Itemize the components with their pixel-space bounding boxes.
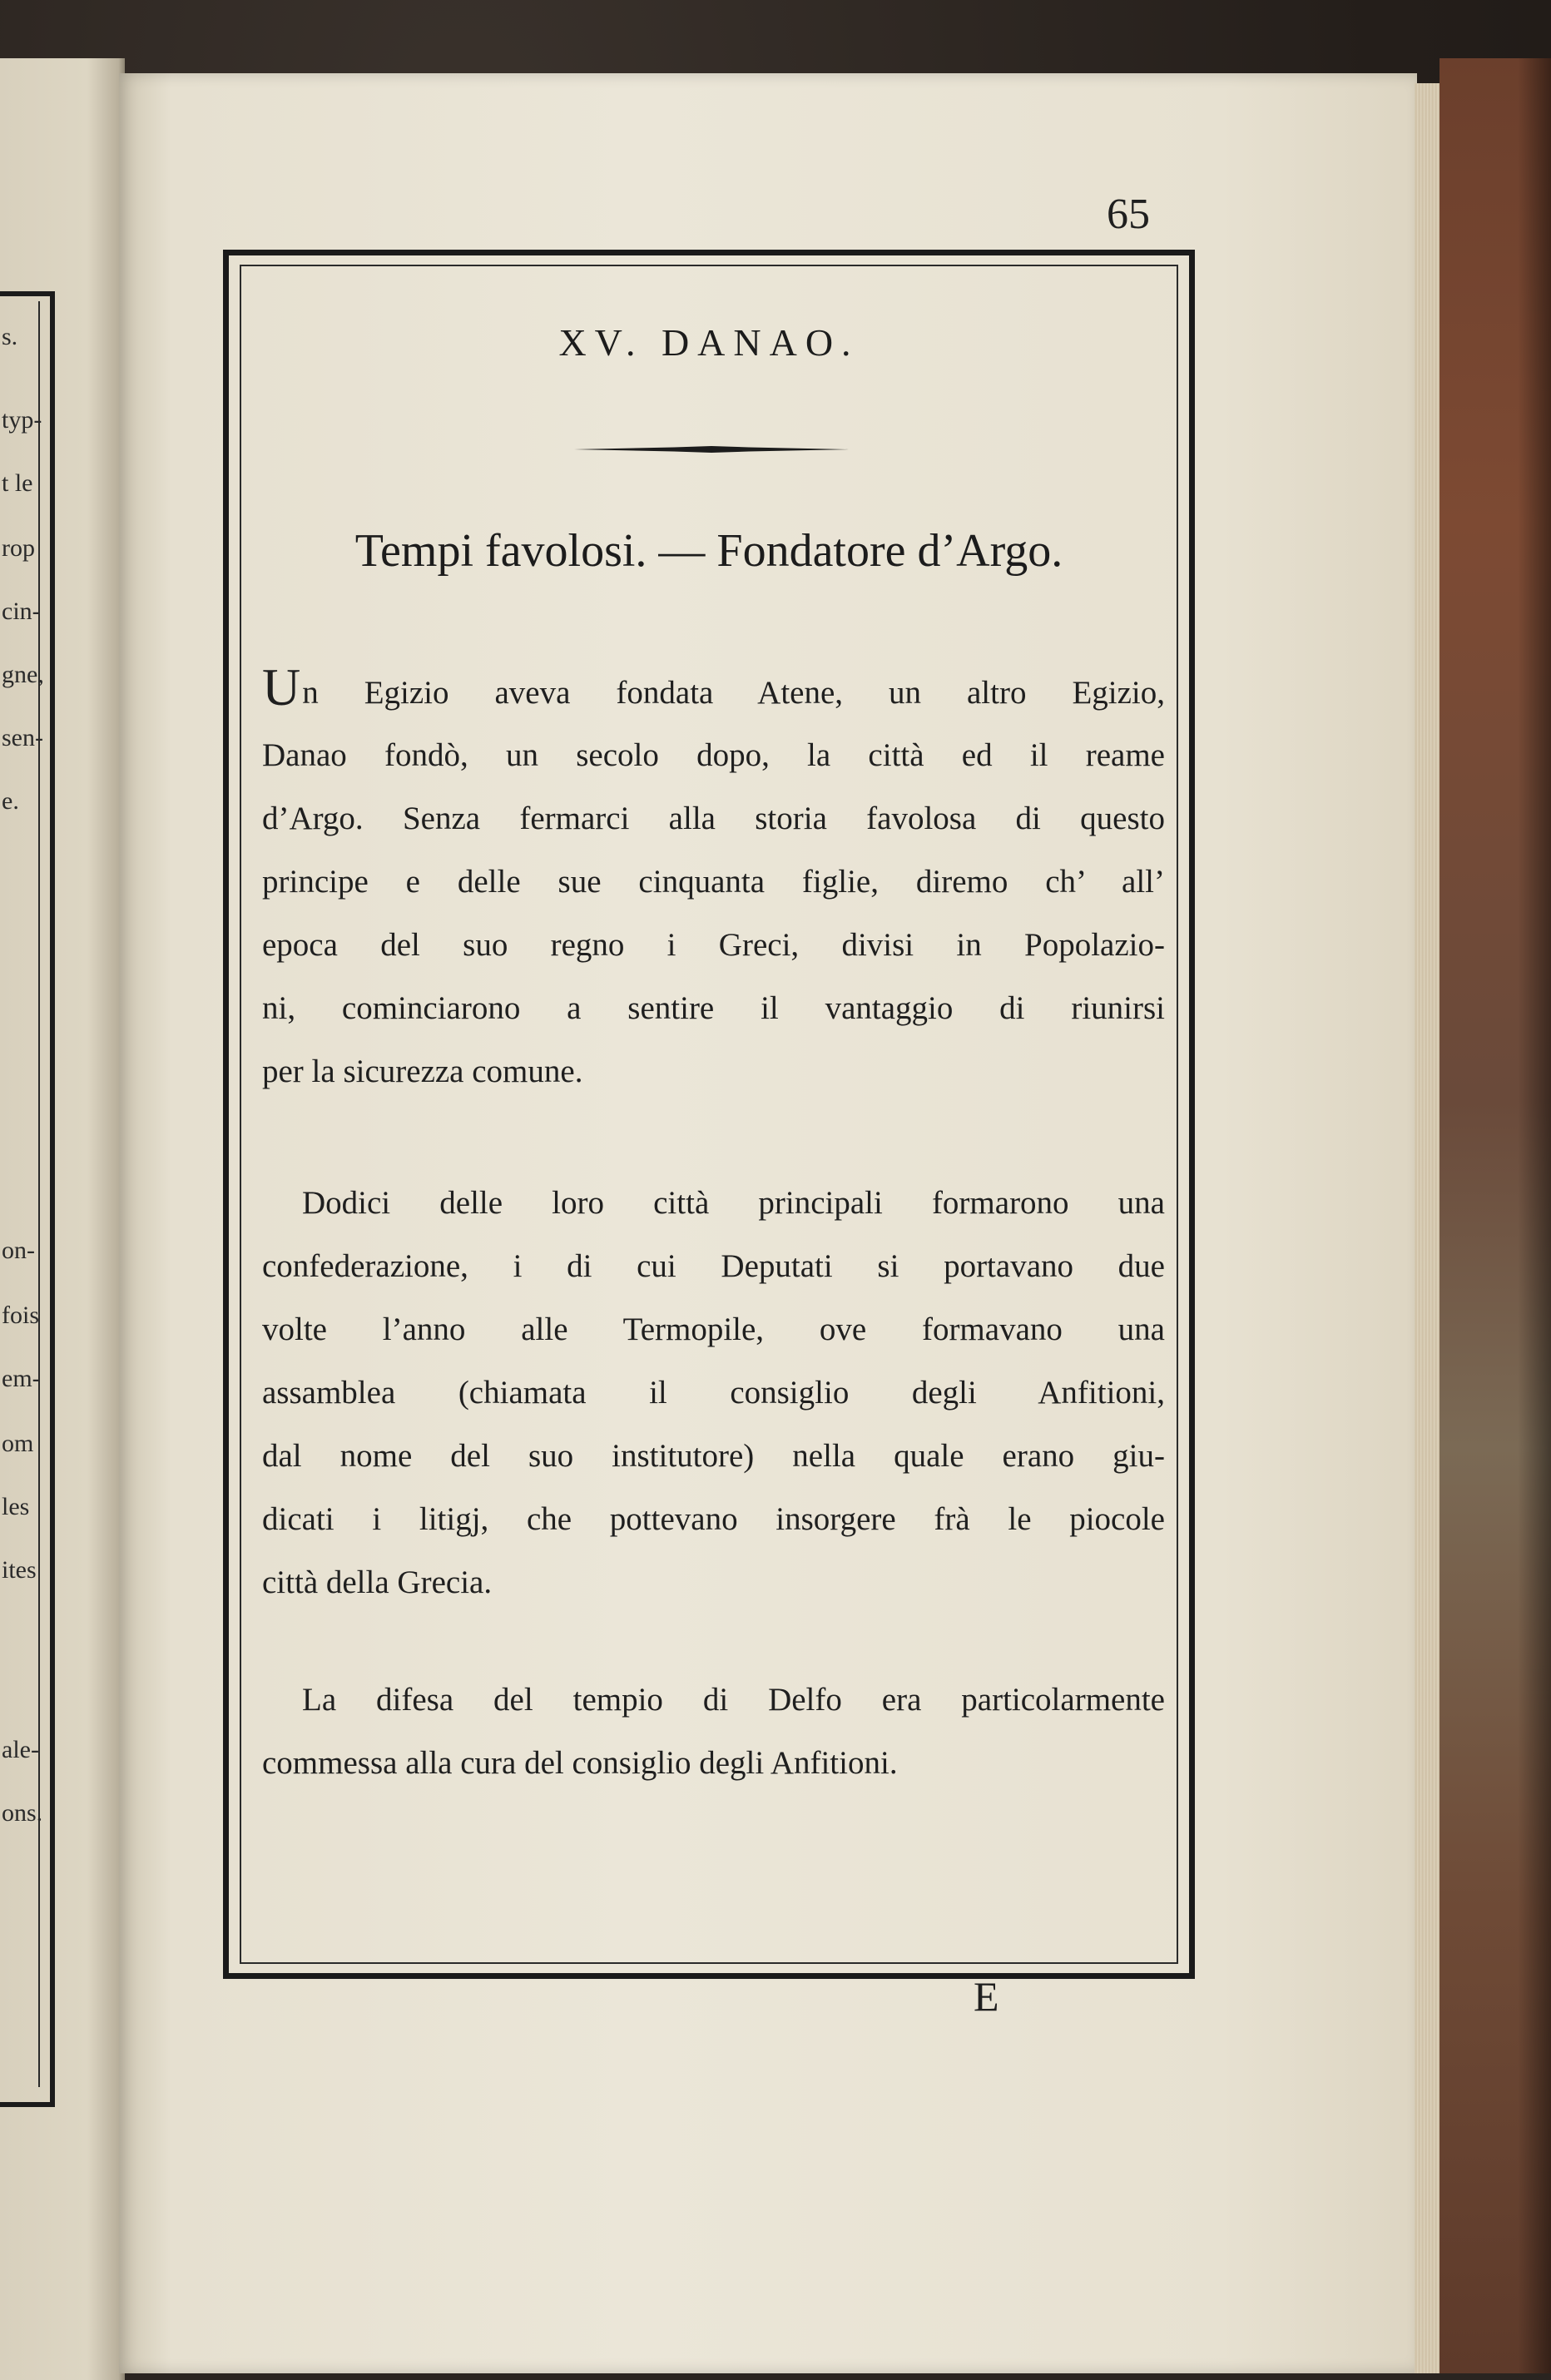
left-page-fragment: em- <box>2 1365 41 1392</box>
left-page-fragment: om <box>2 1430 34 1457</box>
left-page-fragment: fois <box>2 1302 39 1329</box>
signature-mark: E <box>974 1973 999 2020</box>
paragraph-1 <box>262 657 1165 1103</box>
chapter-title: XV. DANAO. <box>558 321 860 364</box>
left-page-fragment: cin- <box>2 597 41 625</box>
left-page-fragment: gne, <box>2 661 44 688</box>
left-page-fragment: s. <box>2 323 18 350</box>
left-page-fragment: t le <box>2 469 33 497</box>
text-line: città della Grecia. <box>262 1564 493 1600</box>
text-line: volte l’anno alle Termopile, ove formavano una <box>262 1311 1165 1347</box>
section-subtitle: Tempi favolosi. — Fondatore d’Argo. <box>354 525 1063 577</box>
page-number: 65 <box>1107 191 1150 238</box>
text-line: dal nome del suo institutore) nella quale erano giu- <box>262 1438 1165 1474</box>
text-line: confederazione, i di cui Deputati si portavano due <box>262 1248 1165 1284</box>
left-page-fragment: on- <box>2 1237 35 1264</box>
left-page-fragment: sen- <box>2 724 43 751</box>
text-line: commessa alla cura del consiglio degli Anfitioni. <box>262 1745 898 1781</box>
drop-cap: U <box>262 657 301 716</box>
text-line: per la sicurezza comune. <box>262 1054 583 1089</box>
text-line: epoca del suo regno i Greci, divisi in Popolazio- <box>262 927 1165 963</box>
left-page-fragment: ites <box>2 1556 37 1584</box>
left-page-fragment: rop <box>2 534 35 562</box>
text-line: La difesa del tempio di Delfo era particolarmente <box>302 1682 1165 1718</box>
text-line: d’Argo. Senza fermarci alla storia favolosa di questo <box>262 801 1165 836</box>
left-page-fragment: ale- <box>2 1736 39 1763</box>
left-page-fragment: les <box>2 1493 30 1520</box>
paragraph-2 <box>262 1172 1165 1614</box>
text-line: ni, cominciarono a sentire il vantaggio di riunirsi <box>262 990 1165 1026</box>
left-page-fragment: e. <box>2 787 19 815</box>
text-line: Danao fondò, un secolo dopo, la città ed il reame <box>262 737 1165 773</box>
text-line: principe e delle sue cinquanta figlie, diremo ch’ all’ <box>262 864 1165 900</box>
left-page-fragment: ons. <box>2 1799 43 1827</box>
leather-cover <box>1440 58 1551 2373</box>
text-line: Un Egizio aveva fondata Atene, un altro Egizio, <box>262 657 1165 716</box>
text-line: Dodici delle loro città principali formarono una <box>302 1185 1165 1221</box>
left-facing-page <box>0 58 125 2380</box>
text-line: assamblea (chiamata il consiglio degli Anfitioni, <box>262 1375 1165 1411</box>
left-page-fragment: typ- <box>2 406 42 434</box>
text-line: dicati i litigj, che pottevano insorgere frà le piocole <box>262 1501 1165 1537</box>
ornamental-rule <box>574 446 849 453</box>
paragraph-3 <box>262 1668 1165 1795</box>
